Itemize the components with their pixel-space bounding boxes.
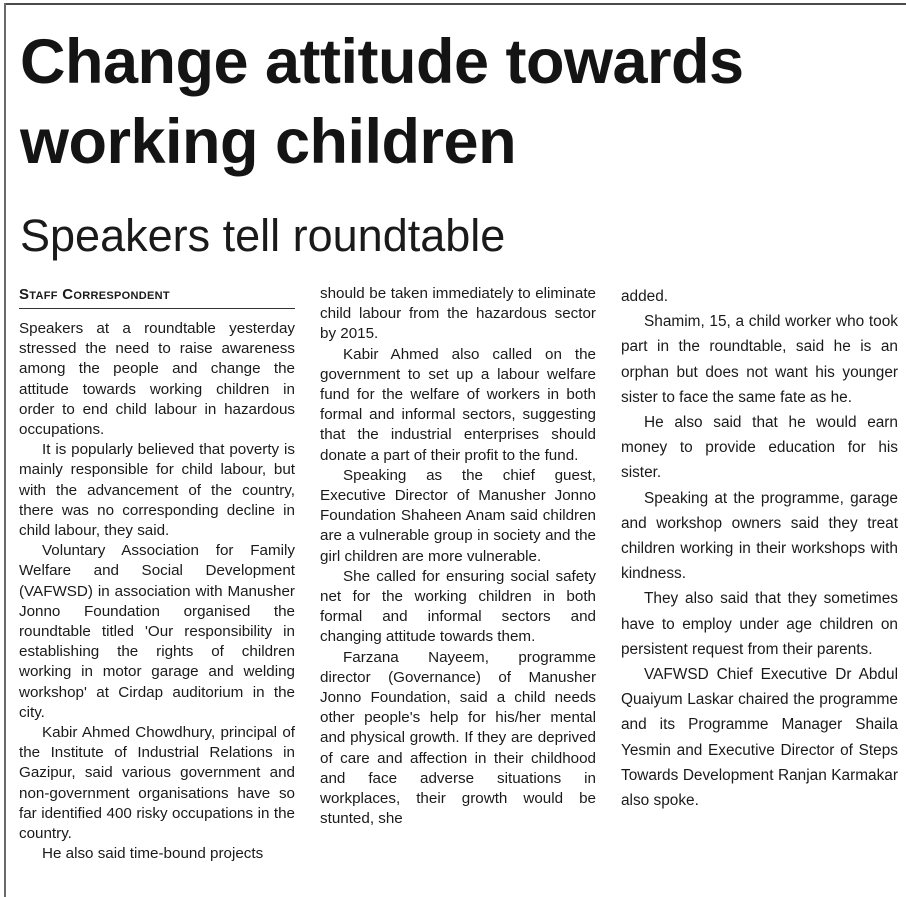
paragraph: Kabir Ahmed Chowdhury, principal of the Institute of Industrial Relations in Gazipur, said various government and non-government organisations have so far identified 400 risky occupations in the country. (19, 724, 295, 843)
paragraph: He also said time-bound projects (42, 845, 264, 863)
article-column-2 (320, 284, 596, 829)
article-column-1 (19, 284, 295, 864)
paragraph: should be taken immediately to eliminate child labour from the hazardous sector by 2015. (320, 285, 596, 343)
paragraph: VAFWSD Chief Executive Dr Abdul Quaiyum Laskar chaired the programme and its Programme Manager Shaila Yesmin and Executive Director of Steps Towards Development Ranjan Karmakar also spoke. (621, 666, 898, 810)
paragraph: Kabir Ahmed also called on the government to set up a labour welfare fund for the welfare of workers in both formal and informal sectors, suggesting that the industrial enterprises should donate a part of their profit to the fund. (320, 345, 596, 464)
paragraph: Farzana Nayeem, programme director (Governance) of Manusher Jonno Foundation, said a child needs other people's help for his/her mental and physical growth. If they are deprived of care and affection in their childhood and face adverse situations in workplaces, their growth would be stunted, she (320, 648, 596, 828)
headline: Change attitude towards working children (20, 27, 744, 177)
article-column-3 (621, 284, 898, 813)
paragraph: He also said that he would earn money to provide education for his sister. (621, 414, 898, 482)
paragraph: She called for ensuring social safety net for the working children in both formal and informal sectors and changing attitude towards them. (320, 567, 596, 646)
paragraph: Speaking at the programme, garage and workshop owners said they treat children working in their workshops with kindness. (621, 489, 898, 583)
byline: Staff Correspondent (19, 285, 295, 309)
paragraph: Voluntary Association for Family Welfare and Social Development (VAFWSD) in association with Manusher Jonno Foundation organised the roundtable titled 'Our responsibility in establishing the rights of children working in motor garage and welding workshop' at Cirdap auditorium in the city. (19, 542, 295, 721)
subheadline: Speakers tell roundtable (20, 210, 506, 261)
paragraph: Speakers at a roundtable yesterday stressed the need to raise awareness among the people and change the attitude towards working children in order to end child labour in hazardous occupations. (19, 320, 295, 439)
paragraph: Shamim, 15, a child worker who took part in the roundtable, said he is an orphan but does not want his younger sister to face the same fate as he. (621, 313, 898, 406)
left-border-rule (4, 3, 6, 897)
paragraph: They also said that they sometimes have to employ under age children on persistent request from their parents. (621, 590, 898, 658)
paragraph: It is popularly believed that poverty is mainly responsible for child labour, but with the advancement of the country, there was no corresponding decline in child labour, they said. (19, 441, 295, 540)
top-border-rule (4, 3, 906, 5)
paragraph: added. (621, 288, 669, 305)
paragraph: Speaking as the chief guest, Executive Director of Manusher Jonno Foundation Shaheen Anam said children are a vulnerable group in society and the girl children are more vulnerable. (320, 466, 596, 565)
